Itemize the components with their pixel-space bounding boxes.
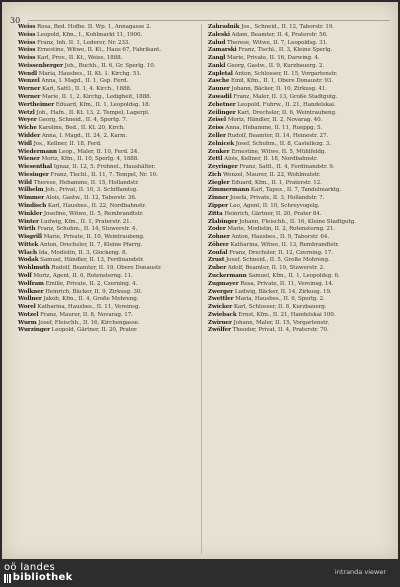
directory-entry xyxy=(208,234,384,241)
entry-text: Franz, Inh. II. 1, Lederer, Nr. 233. xyxy=(37,39,130,46)
logo-text-line2: bibliothek xyxy=(12,572,73,583)
entry-text: Leop., Maler, II. 10, Ferd. 24. xyxy=(58,148,139,155)
entry-name: Weiss xyxy=(18,24,36,30)
entry-name: Zohner xyxy=(208,234,230,241)
scanned-page xyxy=(2,2,398,559)
directory-entry xyxy=(18,164,194,171)
entry-text: Johann, Maler, II. 15, Vorgartenstr. xyxy=(233,319,329,326)
entry-name: Wolf xyxy=(18,273,32,279)
entry-text: Katharina, Hausbes., II. 11, Vereinsg. xyxy=(37,304,141,311)
entry-name: Wenzel xyxy=(18,78,40,85)
entry-text: Samuel, Kfm., II. 1, Leopoldsg. 6. xyxy=(248,273,340,279)
entry-text: Adolf, Beamter, II. 19, Stuwerstr. 2. xyxy=(227,265,325,272)
entry-text: Joh., Buchh., II. 6, Gr. Sperlg. 10. xyxy=(64,62,156,69)
entry-text: Johann, Fleischh., II. 16, Kleine Stadtgutg. xyxy=(239,218,356,225)
directory-entry xyxy=(208,24,384,31)
directory-entry xyxy=(208,250,384,257)
directory-entry xyxy=(208,125,384,132)
entry-text: Franz, Tischl., II. 11, 7. Tempel, Nr. 10. xyxy=(50,171,158,178)
directory-entry xyxy=(208,296,384,303)
entry-name: Zuber xyxy=(208,265,227,272)
directory-entry xyxy=(208,141,384,148)
entry-text: Moriz, Agent, II. 6, Rotensterng. 11. xyxy=(33,273,133,279)
directory-entry xyxy=(18,141,194,148)
entry-name: Zasche xyxy=(208,78,230,85)
entry-text: Ernestine, Witwe, II. Kt., Haus 67, Fabrikant. xyxy=(37,47,161,54)
entry-name: Wurm xyxy=(18,319,37,326)
entry-text: Josef, Schuhm., II. 8, Castellezg. 3. xyxy=(235,140,332,147)
entry-name: Zoufal xyxy=(208,249,228,256)
entry-name: Weiss xyxy=(18,47,36,54)
directory-entry xyxy=(208,242,384,249)
directory-entry xyxy=(18,265,194,272)
entry-name: Wiedermann xyxy=(18,148,57,155)
directory-entry xyxy=(208,47,384,54)
directory-entry xyxy=(208,86,384,93)
entry-name: Zinner xyxy=(208,195,229,202)
entry-name: Zahradnik xyxy=(208,24,240,30)
directory-entry xyxy=(208,211,384,218)
entry-name: Wurzinger xyxy=(18,327,50,334)
entry-text: Samuel, Händler, II. 13, Ferdinandstr. xyxy=(40,257,144,264)
entry-text: Leopold, Gärtner, II. 20, Prater. xyxy=(51,327,138,334)
directory-entry xyxy=(18,203,194,210)
entry-name: Wodak xyxy=(18,257,39,264)
entry-name: Zwettler xyxy=(208,296,234,303)
entry-text: Theodor, Privat, II. 4, Praterstr. 70. xyxy=(232,327,329,334)
directory-entry xyxy=(18,304,194,311)
entry-name: Ziegler xyxy=(208,179,230,186)
directory-entry xyxy=(208,265,384,272)
entry-name: Windisch xyxy=(18,202,47,209)
directory-entry xyxy=(18,94,194,101)
entry-text: Jakob, Kfm., II. 4, Große Mohreng. xyxy=(43,296,139,303)
entry-name: Zipper xyxy=(208,202,228,209)
entry-name: Zeiss xyxy=(208,125,224,132)
entry-name: Zwölfer xyxy=(208,327,231,334)
directory-entry xyxy=(18,320,194,327)
entry-text: Maria, Hausbes., II. Kt. 1. Kirchg. 51. xyxy=(38,70,142,77)
entry-text: Adam, Beamter, II. 4, Praterstr. 56. xyxy=(231,31,328,38)
entry-text: Ida, Modistin, II. 3, Glockeng. 8. xyxy=(38,249,128,256)
entry-text: Karoline, Bed., II. Kt. 20, Kirch. xyxy=(38,125,125,132)
entry-name: Worel xyxy=(18,304,36,311)
entry-name: Wiesenthal xyxy=(18,164,53,171)
entry-name: Zeilinger xyxy=(208,109,236,116)
directory-entry xyxy=(208,312,384,319)
entry-name: Zlabinger xyxy=(208,218,238,225)
entry-text: Franz, Schuhm., II. 14, Stuwerstr. 4. xyxy=(37,226,137,233)
entry-name: Zenker xyxy=(208,148,230,155)
directory-entry xyxy=(18,234,194,241)
directory-entry xyxy=(208,226,384,233)
entry-name: Zeisel xyxy=(208,117,227,124)
directory-entry xyxy=(18,133,194,140)
entry-name: Weiss xyxy=(18,31,36,38)
entry-name: Zwieback xyxy=(208,311,237,318)
directory-entry xyxy=(208,257,384,264)
entry-name: Winter xyxy=(18,218,39,225)
directory-entry xyxy=(208,110,384,117)
entry-text: Anna, I. Magd., II. 1, Gsp. Ferd. xyxy=(41,78,129,85)
page-number: 30 xyxy=(10,16,21,25)
entry-text: Anton, Schlosser, II. 15, Vorgartenstr. xyxy=(234,70,338,77)
entry-name: Zankl xyxy=(208,62,226,69)
entry-name: Widder xyxy=(18,132,41,139)
directory-entry xyxy=(18,55,194,62)
directory-entry xyxy=(18,226,194,233)
entry-text: Anton, Drechsler, II. 7, Kleine Pfarrg. xyxy=(40,241,143,248)
directory-entry xyxy=(18,149,194,156)
logo-text-line2-wrapper xyxy=(4,573,73,583)
entry-text: Rudolf, Beamter, II. 19, Obere Donaustr. xyxy=(51,265,162,272)
entry-text: Karl, Schlosser, II. 8, Kurzbauerg. xyxy=(233,304,327,311)
entry-name: Zimmermann xyxy=(208,187,250,194)
directory-entry xyxy=(18,211,194,218)
entry-text: Franz, Maler, II. 13, Große Stadtgutg. xyxy=(233,94,338,101)
entry-name: Weissenberger xyxy=(18,62,63,69)
directory-entry xyxy=(208,180,384,187)
entry-text: Marie, Modistin, II. 2, Rotensterng. 21. xyxy=(227,226,335,233)
entry-text: Moriz, Händler, II. 2, Novarag. 40. xyxy=(227,117,323,124)
entry-name: Zitta xyxy=(208,210,223,217)
entry-name: Zwicker xyxy=(208,304,233,311)
entry-text: Josefine, Witwe, II. 5, Rembrandtstr. xyxy=(43,210,144,217)
directory-entry xyxy=(18,172,194,179)
entry-name: Zeller xyxy=(208,132,226,139)
directory-entry xyxy=(208,117,384,124)
entry-text: Emil, Kfm., II. 1, Obere Donaustr. 93. xyxy=(230,78,333,85)
directory-entry xyxy=(208,40,384,47)
column-divider xyxy=(201,24,202,554)
entry-name: Zalud xyxy=(208,39,226,46)
entry-text: Karl, Tapez., II. 7, Tandelmarktg. xyxy=(250,187,342,194)
directory-entry xyxy=(208,71,384,78)
entry-name: Zöhrer xyxy=(208,241,229,248)
entry-name: Zwirner xyxy=(208,319,232,326)
entry-name: Winkler xyxy=(18,210,43,217)
entry-name: Wotzel xyxy=(18,311,39,318)
directory-entry xyxy=(208,289,384,296)
entry-text: Josef, Schneid., II. 5, Große Mohreng. xyxy=(226,257,330,264)
directory-entry xyxy=(18,250,194,257)
logo-bars-icon xyxy=(4,574,11,583)
entry-name: Wolfram xyxy=(18,280,44,287)
entry-text: Karl, Prov., II. Kt., Weiss, 1888. xyxy=(37,55,123,62)
entry-text: Rosa, Bed. Hofbe. II. Wp. 1, Annagasse 2. xyxy=(37,24,152,30)
entry-name: Widl xyxy=(18,140,32,147)
entry-name: Zugmayer xyxy=(208,280,239,287)
entry-name: Zehetner xyxy=(208,101,236,108)
entry-text: Marie, Private, II. 10, Weintraubeng. xyxy=(43,234,145,241)
directory-entry xyxy=(208,55,384,62)
directory-entry xyxy=(18,156,194,163)
directory-entry xyxy=(18,102,194,109)
directory-entry xyxy=(208,149,384,156)
directory-entry xyxy=(18,219,194,226)
directory-entry xyxy=(18,289,194,296)
entry-name: Wisgrill xyxy=(18,234,42,241)
entry-text: Therese, Witwe, II. 7, Leopoldsg. 31. xyxy=(227,39,328,46)
entry-name: Zoder xyxy=(208,226,226,233)
entry-text: Heinrich, Gärtner, II. 20, Prater 84. xyxy=(224,210,322,217)
directory-entry xyxy=(18,32,194,39)
directory-entry xyxy=(18,78,194,85)
directory-entry xyxy=(208,327,384,334)
directory-entry xyxy=(208,195,384,202)
entry-name: Zuckermann xyxy=(208,273,247,279)
entry-text: Ignaz, II. 12, 5. Frohnel., Haushälter. xyxy=(53,164,156,171)
entry-name: Wendl xyxy=(18,70,37,77)
directory-entry xyxy=(18,281,194,288)
entry-text: Franz, Sattl., II. 4, Ferdinandstr. 9. xyxy=(239,164,335,171)
right-column xyxy=(208,24,384,334)
entry-name: Zauner xyxy=(208,86,230,93)
directory-entry xyxy=(208,78,384,85)
entry-name: Wild xyxy=(18,179,32,186)
directory-entry xyxy=(18,273,194,280)
entry-name: Zaleski xyxy=(208,31,230,38)
entry-name: Zawadil xyxy=(208,94,232,101)
left-column xyxy=(18,24,194,334)
entry-text: Anton, Hausbes., II. 9, Taborstr. 64. xyxy=(231,234,330,241)
entry-name: Zamarski xyxy=(208,47,237,54)
entry-name: Zapletal xyxy=(208,70,233,77)
directory-entry xyxy=(18,257,194,264)
entry-text: Joh., Hafn., II. Kt. 13, 2. Tempel, Lagerpl. xyxy=(36,109,150,116)
entry-name: Wlach xyxy=(18,249,38,256)
directory-entry xyxy=(18,187,194,194)
entry-text: Johann, Bäcker, II. 10, Zirkusg. 41. xyxy=(231,86,327,93)
entry-text: Rudolf, Beamter, II. 14, Heinestr. 27. xyxy=(227,132,329,139)
logo-text-line1: oö landes xyxy=(4,562,56,573)
entry-text: Jos., Kellner, II. 18, Ferd. xyxy=(33,140,102,147)
entry-name: Wetzl xyxy=(18,109,35,116)
entry-text: Joh., Privat, II. 10, 3. Schiffamtsg. xyxy=(45,187,138,194)
directory-entry xyxy=(208,304,384,311)
entry-text: Ludwig, Kfm., II. 1, Praterstr. 21. xyxy=(40,218,132,225)
directory-entry xyxy=(18,24,194,31)
entry-text: Marie, II. 1, 2. Kirchg., Ledigheit, 1888. xyxy=(42,94,152,101)
entry-text: Leo, Agent, II. 10, Schreyvogelg. xyxy=(229,202,320,209)
directory-entry xyxy=(208,156,384,163)
entry-text: Karl, Drechsler, II. 6, Weintraubeng. xyxy=(237,109,337,116)
entry-text: Anna, I. Magd., II. 24, 2. Karm. xyxy=(41,132,128,139)
directory-entry xyxy=(18,195,194,202)
directory-entry xyxy=(18,312,194,319)
entry-text: Karl, Hausbes., II. 22, Nordbahnstr. xyxy=(47,202,146,209)
entry-name: Wiche xyxy=(18,125,37,132)
entry-text: Franz, Tischl., II. 3, Kleine Sperlg. xyxy=(238,47,333,54)
entry-text: Georg, Gastw., II. 9, Kurzbauerg. 2. xyxy=(226,62,325,69)
viewer-label: intranda viewer xyxy=(334,568,386,576)
entry-name: Wirth xyxy=(18,226,36,233)
directory-entry xyxy=(18,63,194,70)
directory-entry xyxy=(208,94,384,101)
directory-entry xyxy=(208,203,384,210)
entry-name: Zrust xyxy=(208,257,225,264)
directory-entry xyxy=(208,219,384,226)
entry-name: Zangl xyxy=(208,55,226,62)
entry-text: Josef, Fleischh., II. 16, Kirchengasse. xyxy=(38,319,140,326)
directory-entry xyxy=(208,133,384,140)
entry-text: Marie, Private, II. 16, Darwing. 4. xyxy=(227,55,320,62)
entry-text: Katharina, Witwe, II. 13, Rembrandtstr. xyxy=(230,241,339,248)
entry-text: Karl, Sattl., II. 1, 4. Kirch., 1888. xyxy=(42,86,132,93)
entry-name: Wilhelm xyxy=(18,187,44,194)
entry-name: Zich xyxy=(208,171,222,178)
directory-entry xyxy=(18,117,194,124)
entry-text: Jos., Schneid., II. 12, Taborstr. 19. xyxy=(241,24,334,30)
entry-name: Wiesinger xyxy=(18,171,49,178)
entry-text: Therese, Hebamme, II. 15, Hollandstr. xyxy=(33,179,139,186)
entry-name: Wertheimer xyxy=(18,101,55,108)
entry-text: Franz, Maurer, II. 8, Novarag. 17. xyxy=(40,311,133,318)
directory-entry xyxy=(208,172,384,179)
directory-entry xyxy=(18,180,194,187)
header-rule xyxy=(28,20,390,21)
directory-entry xyxy=(18,40,194,47)
directory-entry xyxy=(208,281,384,288)
directory-entry xyxy=(208,63,384,70)
library-logo[interactable] xyxy=(4,563,73,583)
entry-text: Emilie, Private, II. 2, Czerning. 4. xyxy=(45,280,138,287)
entry-text: Josefa, Private, II. 3, Hollandstr. 7. xyxy=(229,195,325,202)
entry-text: Alois, Gastw., II. 12, Taborstr. 36. xyxy=(45,195,137,202)
entry-name: Werner xyxy=(18,86,41,93)
directory-entry xyxy=(18,47,194,54)
entry-name: Zelnicek xyxy=(208,140,234,147)
footer-bar xyxy=(0,559,400,587)
entry-text: Maria, Hausbes., II. 6, Sperlg. 2. xyxy=(235,296,325,303)
entry-text: Anna, Hebamme, II. 11, Rueppg. 5. xyxy=(225,125,323,132)
directory-entry xyxy=(208,320,384,327)
entry-text: Rosa, Private, II. 11, Vereinsg. 14. xyxy=(240,280,334,287)
entry-name: Zettl xyxy=(208,156,223,163)
entry-name: Wohlmuth xyxy=(18,265,50,272)
entry-text: Georg, Schneid., II. 4, Sportg. 7. xyxy=(38,117,128,124)
directory-entry xyxy=(208,164,384,171)
entry-name: Wimmer xyxy=(18,195,45,202)
directory-entry xyxy=(18,110,194,117)
entry-text: Moriz, Kfm., II. 10, Sperlg. 4, 1888. xyxy=(41,156,139,163)
entry-name: Weiss xyxy=(18,55,36,62)
entry-text: Leopold, Kfm., I., Kohlmarkt 11, 1900. xyxy=(37,31,143,38)
entry-text: Franz, Drechsler, II. 12, Czerning. 17. xyxy=(229,249,333,256)
directory-entry xyxy=(208,273,384,280)
entry-name: Zwerger xyxy=(208,288,234,295)
directory-entry xyxy=(18,327,194,334)
directory-entry xyxy=(18,71,194,78)
directory-entry xyxy=(208,32,384,39)
entry-name: Wollner xyxy=(18,296,42,303)
directory-entry xyxy=(208,102,384,109)
entry-name: Wolkner xyxy=(18,288,44,295)
directory-entry xyxy=(18,125,194,132)
directory-entry xyxy=(18,242,194,249)
entry-text: Ernst, Kfm., II. 21, Handelskai 100. xyxy=(238,311,336,318)
directory-entry xyxy=(18,86,194,93)
entry-text: Alois, Kellner, II. 18, Nordbahnstr. xyxy=(224,156,318,163)
entry-text: Ernestine, Witwe, II. 5, Mühlfeldg. xyxy=(231,148,326,155)
entry-name: Weiss xyxy=(18,39,36,46)
entry-text: Heinrich, Bäcker, II. 9, Zirkusg. 30. xyxy=(45,288,142,295)
entry-text: Ludwig, Bäcker, II. 14, Zirkusg. 19. xyxy=(234,288,332,295)
entry-name: Zeyringer xyxy=(208,164,238,171)
entry-text: Leopold, Fuhrw., II. 21, Handelskai. xyxy=(237,101,336,108)
entry-name: Werner xyxy=(18,94,41,101)
entry-text: Eduard, Kfm., II. 1, Praterstr. 12. xyxy=(231,179,322,186)
entry-text: Eduard, Kfm., II. 1, Leopoldsg. 18. xyxy=(55,101,151,108)
directory-entry xyxy=(208,187,384,194)
entry-name: Wittek xyxy=(18,241,39,248)
entry-name: Wiener xyxy=(18,156,40,163)
entry-name: Weyer xyxy=(18,117,37,124)
entry-text: Wenzel, Maurer, II. 22, Wohlmutstr. xyxy=(222,171,321,178)
directory-entry xyxy=(18,296,194,303)
